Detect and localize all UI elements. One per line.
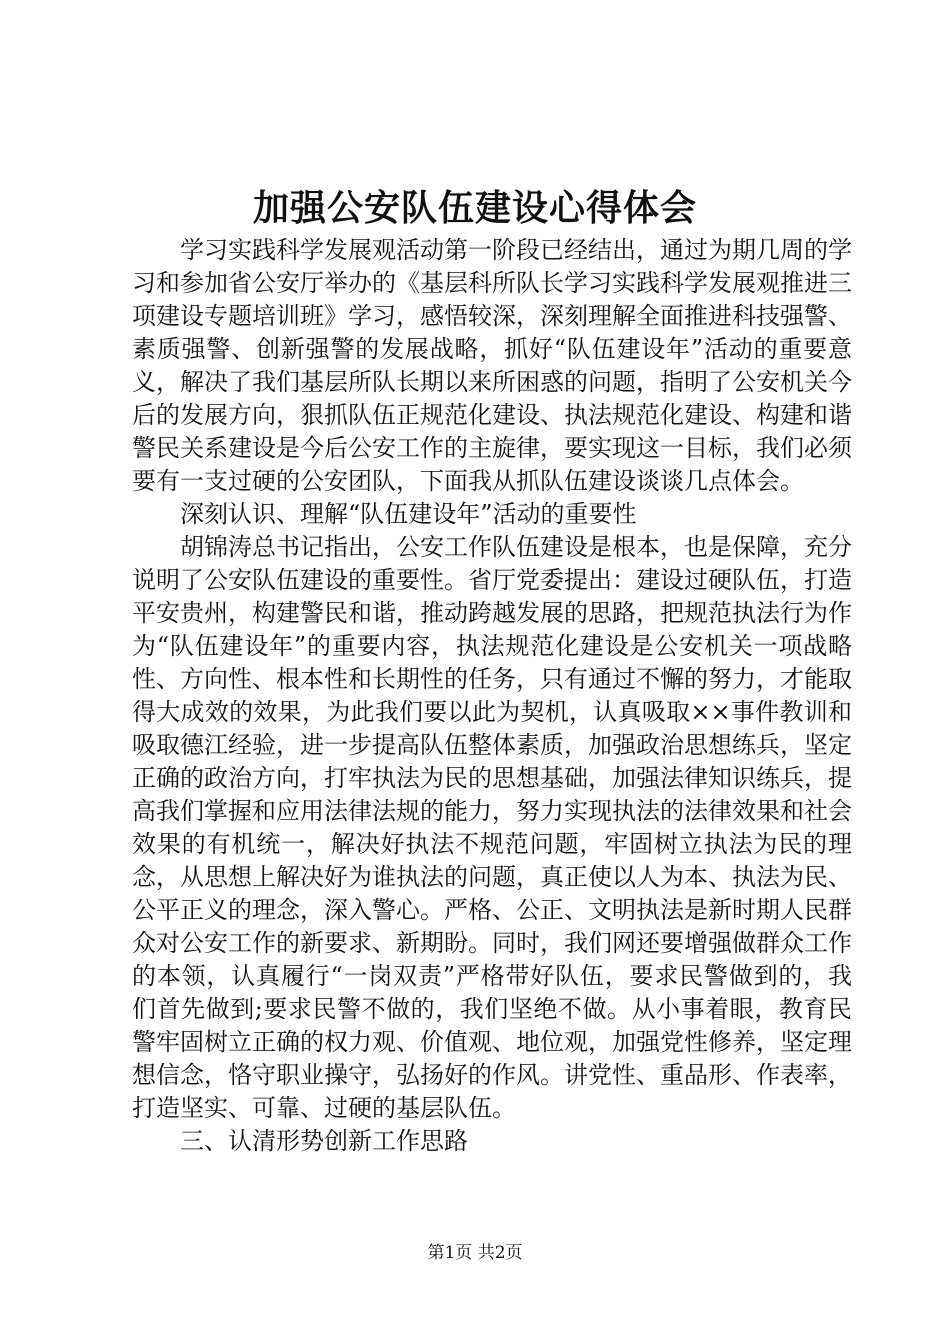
document-title: 加强公安队伍建设心得体会 — [252, 187, 697, 229]
page-footer: 第1页 共2页 — [427, 1243, 523, 1263]
paragraph-heading-section-three: 三、认清形势创新工作思路 — [180, 1127, 468, 1155]
document-body — [132, 234, 852, 1158]
paragraph-intro: 学习实践科学发展观活动第一阶段已经结出，通过为期几周的学习和参加省公安厅举办的《基层科所队长学习实践科学发展观推进三项建设专题培训班》学习，感悟较深，深刻理解全面推进科技强警、素质强警、创新强警的发展战略，抓好“队伍建设年”活动的重要意义，解决了我们基层所队长期以来所困惑的问题，指明了公安机关今后的发展方向，狠抓队伍正规范化建设、执法规范化建设、构建和谐警民关系建设是今后公安工作的主旋律，要实现这一目标，我们必须要有一支过硬的公安团队，下面我从抓队伍建设谈谈几点体会。 — [132, 236, 852, 495]
paragraph-importance-body: 胡锦涛总书记指出，公安工作队伍建设是根本，也是保障，充分说明了公安队伍建设的重要性。省厅党委提出：建设过硬队伍，打造平安贵州，构建警民和谐，推动跨越发展的思路，把规范执法行为作为“队伍建设年”的重要内容，执法规范化建设是公安机关一项战略性、方向性、根本性和长期性的任务，只有通过不懈的努力，才能取得大成效的效果，为此我们要以此为契机，认真吸取××事件教训和吸取德江经验，进一步提高队伍整体素质，加强政治思想练兵，坚定正确的政治方向，打牢执法为民的思想基础，加强法律知识练兵，提高我们掌握和应用法律法规的能力，努力实现执法的法律效果和社会效果的有机统一，解决好执法不规范问题，牢固树立执法为民的理念，从思想上解决好为谁执法的问题，真正使以人为本、执法为民、公平正义的理念，深入警心。严格、公正、文明执法是新时期人民群众对公安工作的新要求、新期盼。同时，我们网还要增强做群众工作的本领，认真履行“一岗双责”严格带好队伍，要求民警做到的，我们首先做到;要求民警不做的，我们坚绝不做。从小事着眼，教育民警牢固树立正确的权力观、价值观、地位观，加强党性修养，坚定理想信念，恪守职业操守，弘扬好的作风。讲党性、重品形、作表率，打造坚实、可靠、过硬的基层队伍。 — [132, 533, 852, 1122]
paragraph-heading-importance: 深刻认识、理解“队伍建设年”活动的重要性 — [180, 500, 637, 528]
